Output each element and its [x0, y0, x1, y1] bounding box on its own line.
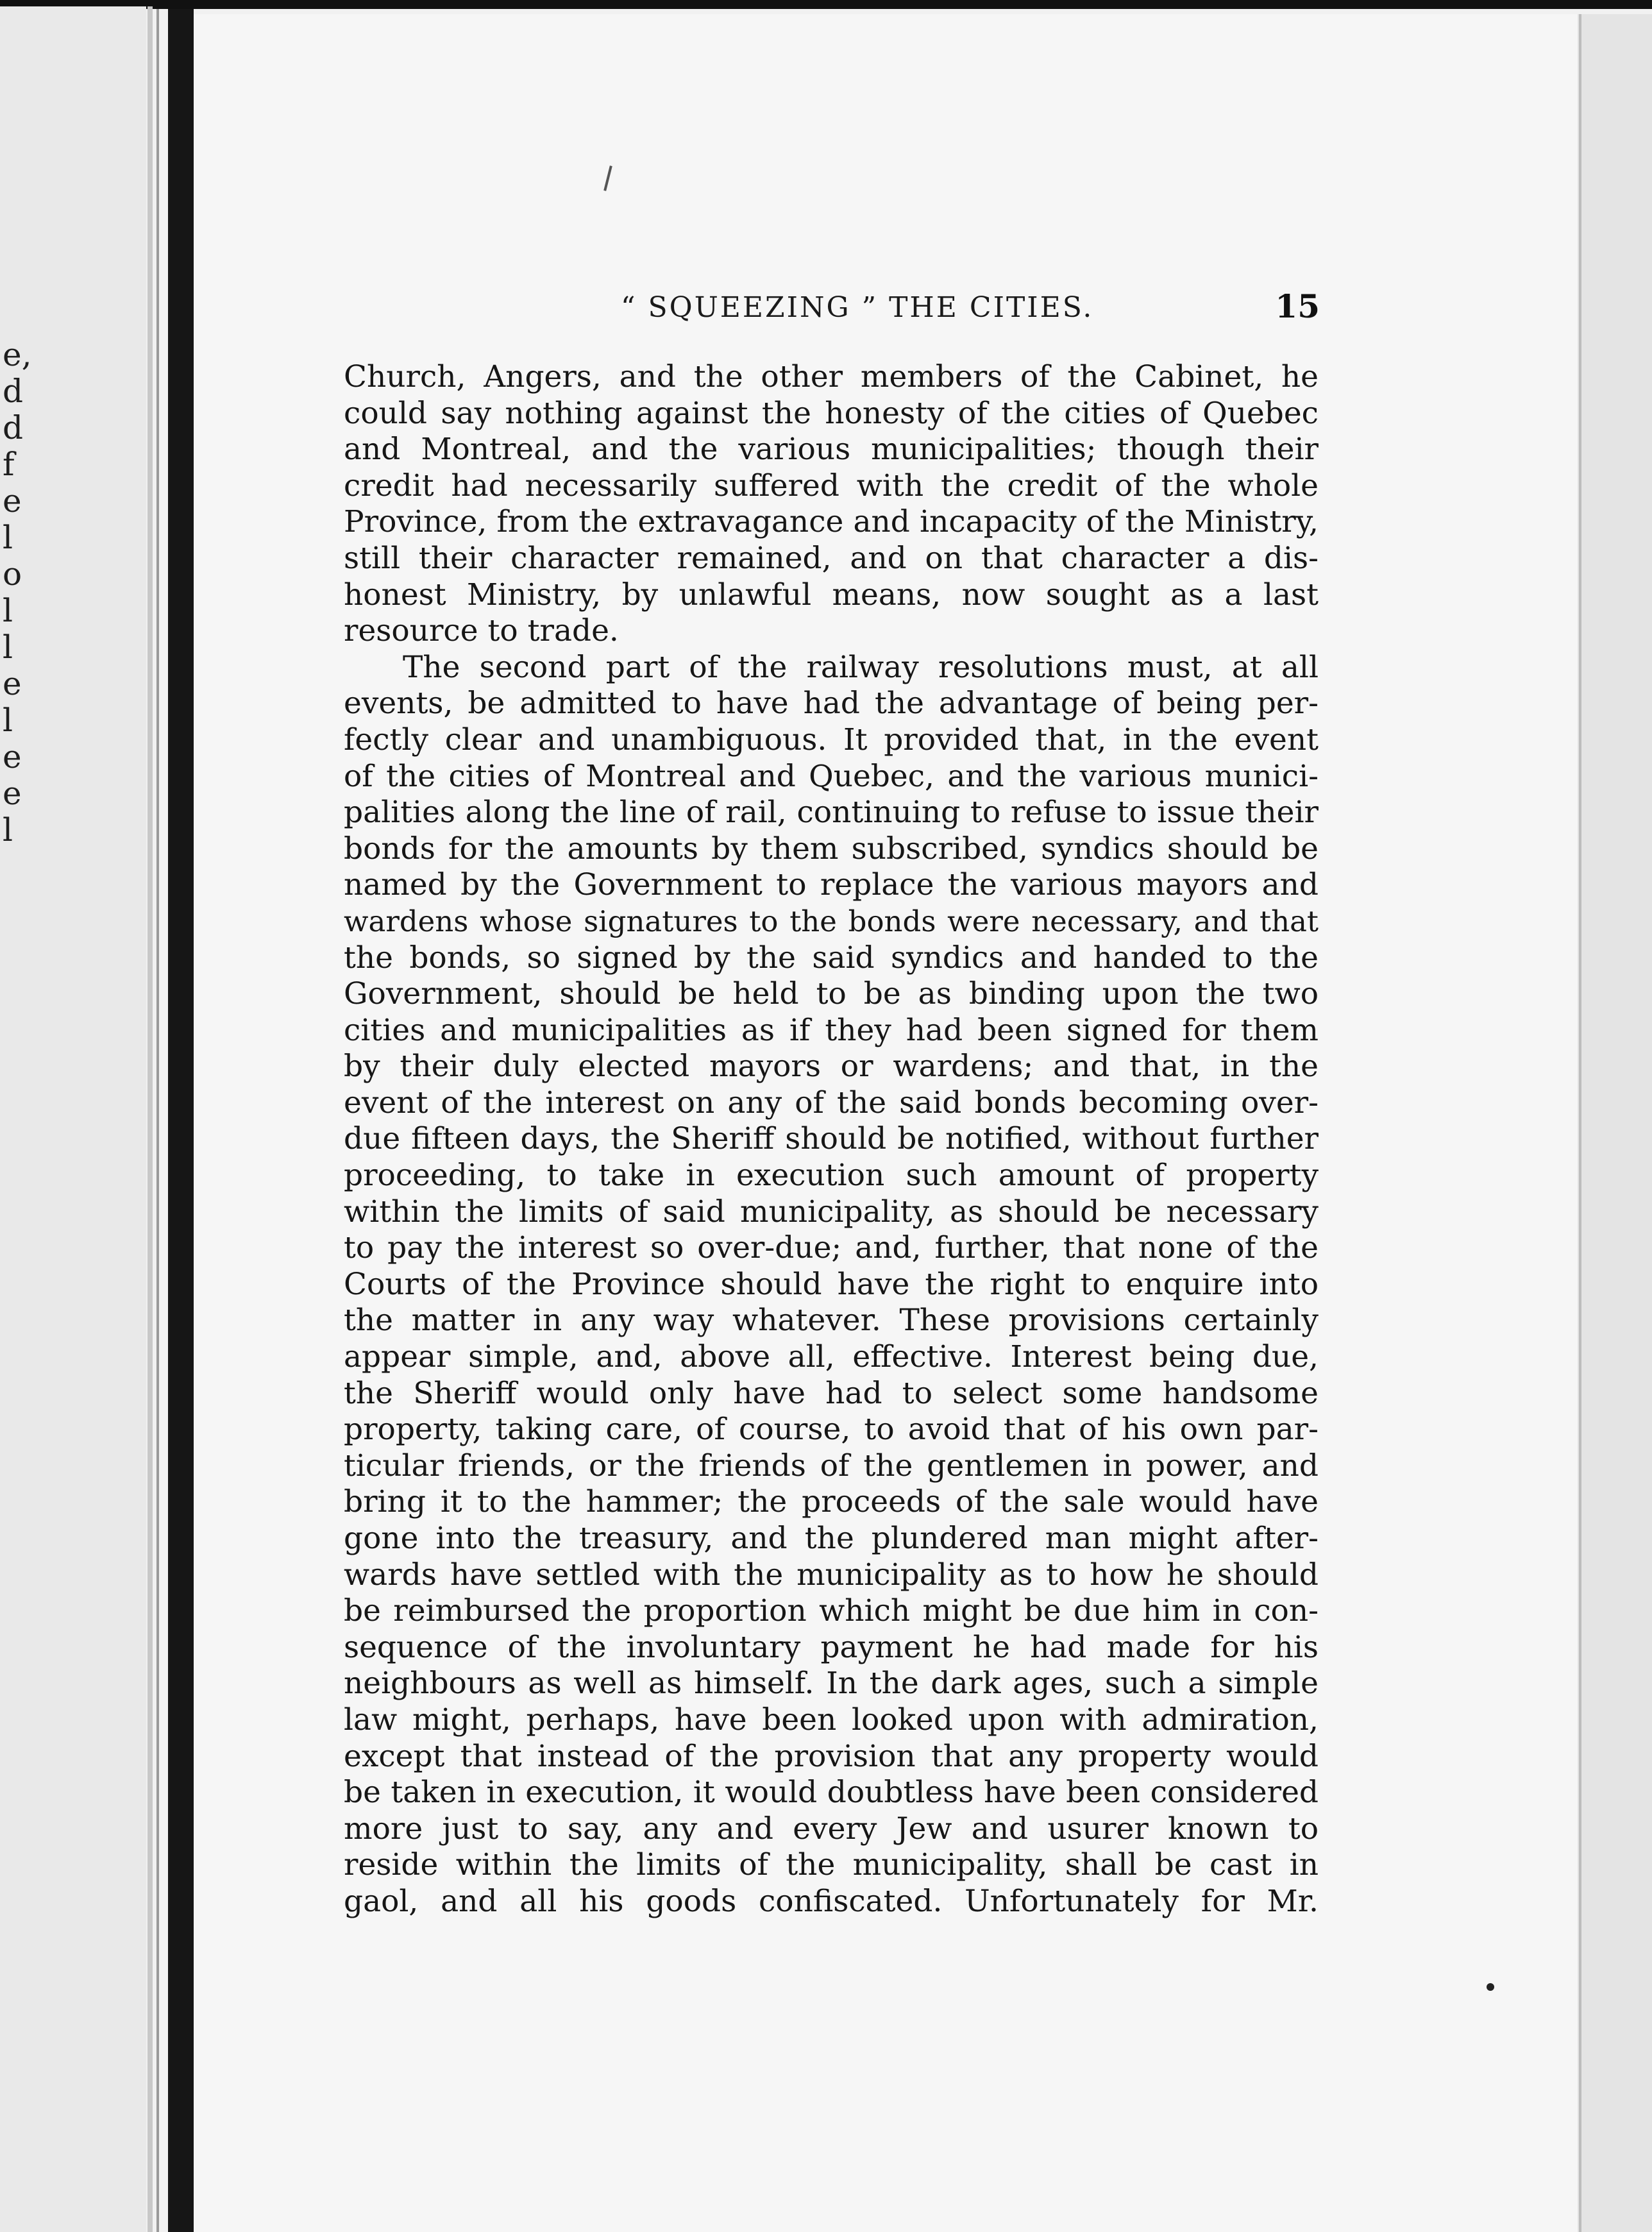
text-line: due fifteen days, the Sheriff should be notified, without further [344, 1121, 1319, 1157]
page-edge-line [1579, 14, 1581, 2232]
body-text [344, 359, 1319, 1920]
text-line: by their duly elected mayors or wardens; and that, in the [344, 1049, 1319, 1085]
text-line: Courts of the Province should have the right to enquire into [344, 1266, 1319, 1302]
text-line: still their character remained, and on that character a dis- [344, 540, 1319, 576]
text-line: reside within the limits of the municipality, shall be cast in [344, 1847, 1319, 1883]
text-line: fectly clear and unambiguous. It provided that, in the event [344, 722, 1319, 757]
text-line: credit had necessarily suffered with the credit of the whole [344, 468, 1319, 503]
text-line: property, taking care, of course, to avoid that of his own par- [344, 1412, 1319, 1448]
text-line: palities along the line of rail, continuing to refuse to issue their [344, 795, 1319, 831]
running-head [345, 287, 1320, 336]
text-line: Church, Angers, and the other members of the Cabinet, he [344, 359, 1319, 394]
text-line: could say nothing against the honesty of the cities of Quebec [344, 395, 1319, 431]
running-head-title: “ SQUEEZING ” THE CITIES. [621, 291, 1094, 324]
facing-page-char: e [3, 738, 22, 775]
facing-page-char: e, [3, 336, 32, 373]
text-line: gaol, and all his goods confiscated. Unfortunately for Mr. [344, 1883, 1319, 1919]
text-line: of the cities of Montreal and Quebec, and the various munici- [344, 758, 1319, 794]
text-line: and Montreal, and the various municipalities; though their [344, 432, 1319, 468]
facing-page-char: d [3, 409, 24, 446]
text-line: gone into the treasury, and the plundered man might after- [344, 1521, 1319, 1556]
page-number: 15 [1275, 287, 1320, 325]
text-line: law might, perhaps, have been looked upon with admiration, [344, 1702, 1319, 1737]
text-line: to pay the interest so over-due; and, further, that none of the [344, 1230, 1319, 1266]
text-line: be reimbursed the proportion which might be due him in con- [344, 1593, 1319, 1629]
text-line: the Sheriff would only have had to select some handsome [344, 1375, 1319, 1411]
text-line: proceeding, to take in execution such amount of property [344, 1158, 1319, 1194]
text-line: event of the interest on any of the said bonds becoming over- [344, 1085, 1319, 1120]
text-line: sequence of the involuntary payment he had made for his [344, 1629, 1319, 1665]
text-line: named by the Government to replace the various mayors and [344, 867, 1319, 903]
facing-page-text-fragment [3, 336, 32, 849]
paragraph-start-line: The second part of the railway resolutions must, at all [403, 649, 1319, 685]
facing-page-char: e [3, 482, 22, 520]
text-line: wards have settled with the municipality as to how he should [344, 1557, 1319, 1593]
book-spine-shadow [168, 9, 194, 2232]
text-line: bonds for the amounts by them subscribed, syndics should be [344, 831, 1319, 867]
facing-page-char: l [3, 629, 13, 666]
text-line: within the limits of said municipality, as should be necessary [344, 1194, 1319, 1230]
paragraph-end-line: resource to trade. [344, 613, 619, 649]
text-line: the bonds, so signed by the said syndics and handed to the [344, 940, 1319, 976]
facing-page-char: l [3, 702, 13, 739]
text-line: Government, should be held to be as binding upon the two [344, 976, 1319, 1012]
facing-page-char: e [3, 665, 22, 702]
text-line: the matter in any way whatever. These provisions certainly [344, 1303, 1319, 1339]
text-line: wardens whose signatures to the bonds were necessary, and that [344, 904, 1319, 938]
facing-page-char: l [3, 519, 13, 556]
facing-page-char: f [3, 446, 15, 483]
gutter-line [156, 9, 159, 2232]
facing-page-char: l [3, 592, 13, 629]
page-right-margin [1578, 14, 1652, 2232]
facing-page-char: l [3, 811, 13, 849]
facing-page-char: d [3, 373, 24, 410]
text-line: bring it to the hammer; the proceeds of the sale would have [344, 1484, 1319, 1520]
text-line: cities and municipalities as if they had been signed for them [344, 1012, 1319, 1048]
text-line: neighbours as well as himself. In the dark ages, such a simple [344, 1666, 1319, 1702]
text-line: be taken in execution, it would doubtless have been considered [344, 1775, 1319, 1811]
ink-dot [1487, 1983, 1494, 1991]
text-line: ticular friends, or the friends of the gentlemen in power, and [344, 1448, 1319, 1484]
facing-page-char: o [3, 555, 22, 593]
text-line: honest Ministry, by unlawful means, now sought as a last [344, 577, 1319, 613]
text-line: more just to say, any and every Jew and usurer known to [344, 1811, 1319, 1847]
text-line: events, be admitted to have had the advantage of being per- [344, 686, 1319, 722]
scan-top-background [0, 0, 1652, 9]
facing-page-edge [148, 6, 153, 2232]
facing-page-char: e [3, 775, 22, 812]
text-line: except that instead of the provision that any property would [344, 1738, 1319, 1774]
text-line: appear simple, and, above all, effective. Interest being due, [344, 1339, 1319, 1375]
text-line: Province, from the extravagance and incapacity of the Ministry, [344, 504, 1319, 540]
